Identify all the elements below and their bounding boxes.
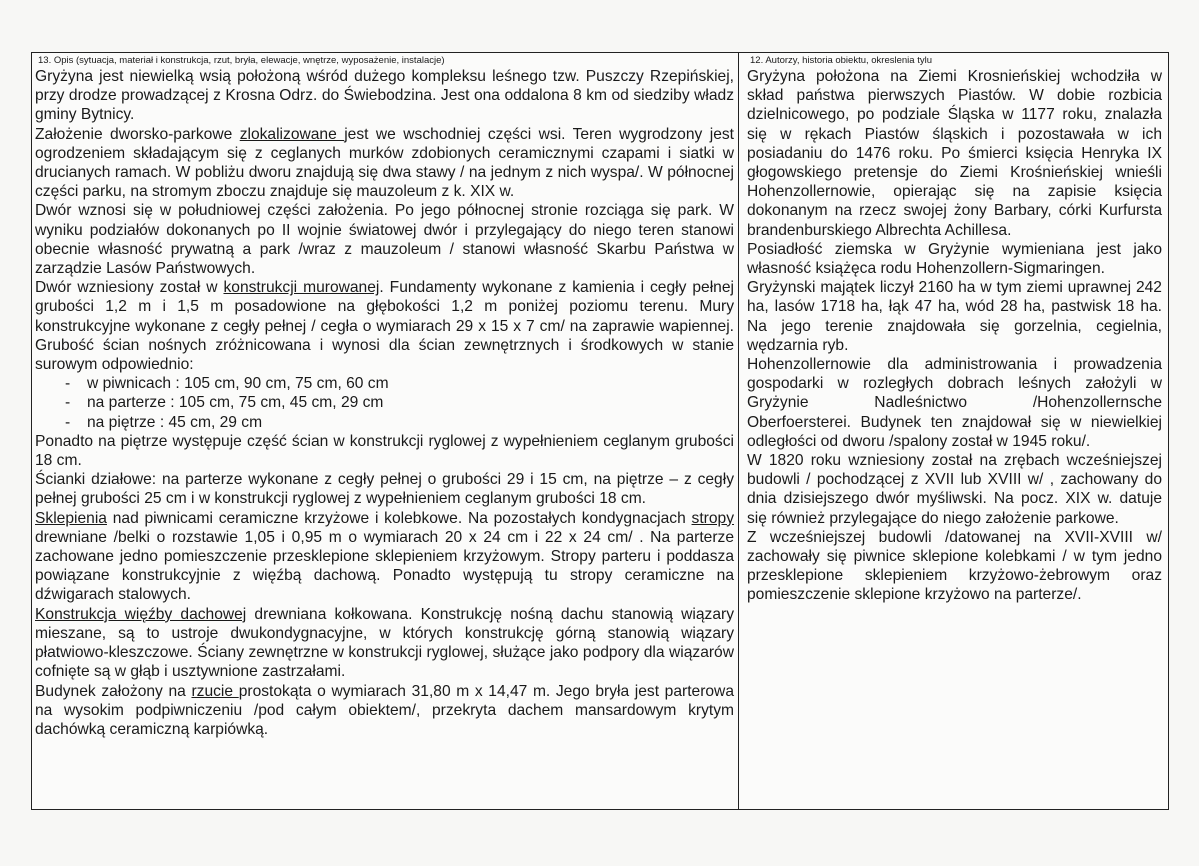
paragraph-forestry-a: Hohenzollernowie dla administrowania i prowadzenia gospodarki w rozległych dobrach leśnych założyli w Gryżynie Nadleśnictwo /Hohenzollernsche	[747, 356, 1162, 412]
underlined-term: Konstrukcja więźby dachowej	[35, 605, 247, 623]
underlined-term: zlokalizowane	[239, 125, 345, 143]
underlined-term: rzucie	[191, 682, 239, 700]
text-segment: Założenie dworsko-parkowe	[35, 125, 240, 143]
paragraph-estate: Posiadłość ziemska w Gryżynie wymieniana jest jako własność książęca rodu Hohenzollern-Sigmaringen.	[747, 240, 1162, 278]
underlined-term: Sklepienia	[35, 509, 107, 527]
paragraph-forestry-b: Oberfoersterei. Budynek ten znajdował się w niewielkiej odległości od dworu /spalony został w 1945 roku/.	[747, 413, 1162, 450]
paragraph-hunting-manor: W 1820 roku wzniesiony został na zrębach wcześniejszej budowli / pochodzącej z XVII lub XVIII w/ , zachowany do dnia dzisiejszego dwór myśliwski. Na pocz. XIX w. datuje się również przylegające do niego założenie parkowe.	[747, 452, 1162, 527]
paragraph-upper-floor: Ponadto na piętrze występuje część ścian w konstrukcji ryglowej z wypełnieniem ceglanym grubości 18 cm.	[35, 432, 734, 470]
history-column	[739, 53, 1168, 809]
paragraph-land-area: Gryżynski majątek liczył 2160 ha w tym ziemi uprawnej 242 ha, lasów 1718 ha, łąk 47 ha, wód 28 ha, pastwisk 18 ha. Na jego terenie znajdowała się gorzelnia, cegielnia, wędzarnia ryb.	[747, 279, 1162, 354]
paragraph-piast-history: Gryżyna położona na Ziemi Krosnieńskiej wchodziła w skład państwa pierwszych Piastów. W dobie rozbicia dzielnicowego, po podziale Śląska w 1177 roku, znalazła się w rękach Piastów śląskich i pozostawała w ich posiadaniu do 1476 roku. Po śmierci księcia Henryka IX głogowskiego pretensje do Ziemi Krośnieńskiej wnieśli Hohenzollernowie, opierając się na zapisie księcia dokonanym na rzecz swojej żony Barbary, córki Kurfursta brandenburskiego Albrechta Achillesa.	[747, 68, 1162, 239]
description-column	[32, 53, 739, 809]
paragraph-ownership: Dwór wznosi się w południowej części założenia. Po jego północnej stronie rozciąga się park. W wyniku podziałów dokonanych po II wojnie światowej dwór i przylegający do niego teren stanowi obecnie własność prywatną a park /wraz z mauzoleum / stanowi własność Skarbu Państwa w zarządzie Lasów Państwowych.	[35, 202, 734, 278]
text-segment: jest we wschodniej części wsi. Teren wygrodzony jest ogrodzeniem składającym się z ceglanych murków zdobionych ceramicznymi czapami i siatki w drucianych ramach. W pobliżu dworu znajdują się dwa stawy / na jednym z nich wyspa/. W północnej części parku, na stromym zboczu znajduje się mauzoleum z k. XIX w.	[35, 125, 734, 201]
underlined-term: stropy	[691, 509, 734, 527]
paragraph-roof-truss	[35, 605, 734, 682]
paragraph-location: Gryżyna jest niewielką wsią położoną wśród dużego kompleksu leśnego tzw. Puszczy Rzepińskiej, przy drodze prowadzącej z Krosna Odrz. do Świebodzina. Jest ona oddalona 8 km od siedziby władz gminy Bytnicy.	[35, 68, 734, 124]
paragraph-construction	[35, 278, 734, 374]
text-segment: . Fundamenty wykonane z kamienia i cegły pełnej grubości 1,2 m i 1,5 m posadowione na głębokości 1,2 m poniżej poziomu terenu. Mury konstrukcyjne wykonane z cegły pełnej / cegła o wymiarach 29 x 15 x 7 cm/ na zaprawie wapiennej. Grubość ścian nośnych zróżnicowana i wynosi dla ścian zewnętrznych i środkowych w stanie surowym odpowiednio:	[35, 279, 734, 374]
paragraph-vaults	[35, 509, 734, 605]
paragraph-plan	[35, 682, 734, 740]
paragraph-earlier-building: Z wcześniejszej budowli /datowanej na XVII-XVIII w/ zachowały się piwnice sklepione kolebkami / w tym jedno przesklepione sklepieniem krzyżowo-żebrowym oraz pomieszczenie sklepione krzyżowo na parterze/.	[747, 528, 1162, 604]
list-item: - na parterze : 105 cm, 75 cm, 45 cm, 29 cm	[35, 393, 734, 412]
text-segment: Budynek założony na	[35, 682, 192, 700]
text-segment: Dwór wzniesiony został w	[35, 279, 224, 297]
paragraph-park	[35, 125, 734, 202]
text-segment: prostokąta o wymiarach 31,80 m x 14,47 m. Jego bryła jest parterowa na wysokim podpiwniczeniu /pod całym obiektem/, przekryta dachem mansardowym krytym dachówką ceramiczną karpiówką.	[35, 682, 734, 738]
paragraph-partition-walls: Ścianki działowe: na parterze wykonane z cegły pełnej o grubości 29 i 15 cm, na piętrze – z cegły pełnej grubości 25 cm i w konstrukcji ryglowej z wypełnieniem ceglanym grubości 18 cm.	[35, 471, 734, 508]
underlined-term: konstrukcji murowanej	[223, 279, 380, 297]
text-segment: nad piwnicami ceramiczne krzyżowe i kolebkowe. Na pozostałych kondygnacjach	[106, 509, 692, 527]
section-13-header: 13. Opis (sytuacja, materiał i konstrukcja, rzut, bryła, elewacje, wnętrze, wyposażenie, instalacje)	[38, 55, 445, 66]
list-item: - w piwnicach : 105 cm, 90 cm, 75 cm, 60 cm	[35, 374, 734, 393]
list-item: - na piętrze : 45 cm, 29 cm	[35, 413, 734, 432]
wall-thickness-list	[35, 374, 734, 432]
description-text	[35, 67, 734, 739]
text-segment: drewniane /belki o rozstawie 1,05 i 0,95 m o wymiarach 20 x 24 cm i 22 x 24 cm/ . Na parterze zachowane jedno pomieszczenie przesklepione sklepieniem krzyżowym. Stropy parteru i poddasza powiązane konstrukcyjnie z więźbą dachową. Ponadto występują tu stropy ceramiczne na dźwigarach stalowych.	[35, 528, 734, 604]
form-table	[31, 52, 1169, 810]
text-segment: drewniana kołkowana. Konstrukcję nośną dachu stanowią wiązary mieszane, są to ustroje dwukondygnacyjne, w których konstrukcję górną stanowią wiązary płatwiowo-kleszczowe. Ściany zewnętrzne w konstrukcji ryglowej, służące jako podpory dla wiązarów cofnięte są w głąb i usztywnione zastrzałami.	[35, 605, 734, 681]
history-text	[747, 67, 1162, 605]
section-12-header: 12. Autorzy, historia obiektu, okreslenia tylu	[750, 55, 933, 66]
